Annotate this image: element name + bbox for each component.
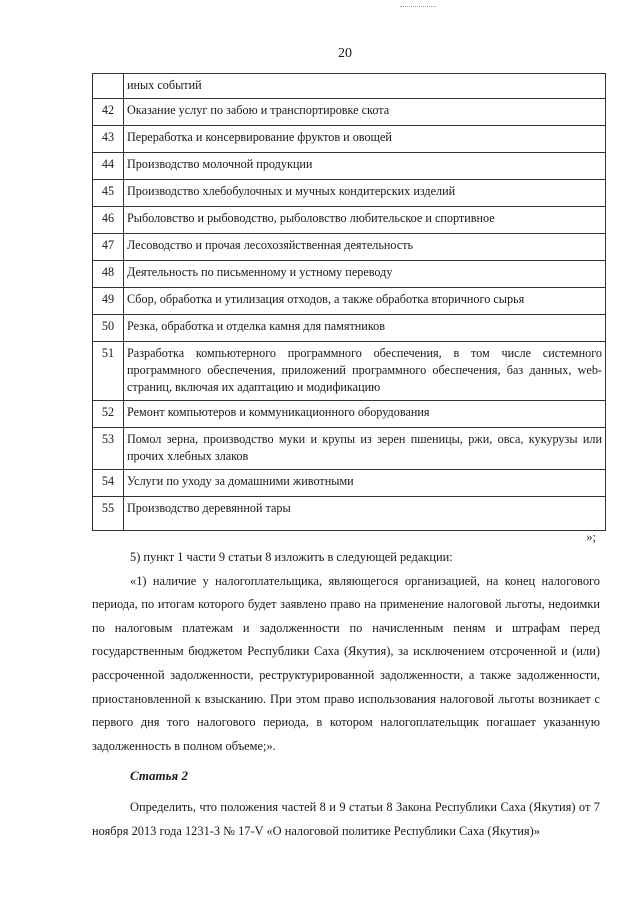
article-2-text (92, 795, 600, 843)
table-row (93, 207, 606, 234)
table-row (93, 74, 606, 99)
table-row (93, 99, 606, 126)
row-text: Производство молочной продукции (124, 153, 606, 180)
quoted-paragraph: «1) наличие у налогоплательщика, являющегося организацией, на конец налогового периода, по итогам которого будет заявлено право на применение налоговой льготы, недоимки по налоговым платежам и задолженности по начисленным пеням и штрафам перед государственным бюджетом Республики Саха (Якутия), за исключением отсроченной и (или) рассроченной задолженности, реструктурированной задолженности, а также задолженности, приостановленной к взысканию. При этом право использования налоговой льготы возникает с первого дня того налогового периода, в котором налогоплательщик погашает указанную задолженность в полном объеме;». (92, 573, 600, 753)
row-number: 51 (93, 342, 124, 401)
closing-quote: »; (586, 530, 596, 544)
row-text: Производство деревянной тары (124, 497, 606, 531)
row-number: 54 (93, 470, 124, 497)
table-row (93, 470, 606, 497)
article-heading: Статья 2 (130, 768, 188, 783)
item-5-paragraph: 5) пункт 1 части 9 статьи 8 изложить в следующей редакции: (130, 550, 453, 564)
row-number: 49 (93, 288, 124, 315)
table-row (93, 126, 606, 153)
table-row (93, 288, 606, 315)
article-2-paragraph: Определить, что положения частей 8 и 9 статьи 8 Закона Республики Саха (Якутия) от 7 ноября 2013 года 1231-З № 17-V «О налоговой политике Республики Саха (Якутия)» (92, 800, 600, 838)
table-row (93, 234, 606, 261)
row-number: 42 (93, 99, 124, 126)
row-number: 52 (93, 401, 124, 428)
table-row (93, 497, 606, 531)
row-number: 47 (93, 234, 124, 261)
row-text: Сбор, обработка и утилизация отходов, а также обработка вторичного сырья (124, 288, 606, 315)
row-number: 45 (93, 180, 124, 207)
row-number: 48 (93, 261, 124, 288)
row-number: 46 (93, 207, 124, 234)
row-number: 44 (93, 153, 124, 180)
row-number: 53 (93, 428, 124, 470)
table-row (93, 180, 606, 207)
row-text: Деятельность по письменному и устному переводу (124, 261, 606, 288)
row-number: 50 (93, 315, 124, 342)
row-text: Лесоводство и прочая лесохозяйственная деятельность (124, 234, 606, 261)
table-row (93, 153, 606, 180)
row-text: Разработка компьютерного программного обеспечения, в том числе системного программного обеспечения, приложений программного обеспечения, баз данных, web-страниц, включая их адаптацию и модификацию (124, 342, 606, 401)
page-number: 20 (338, 46, 352, 61)
activities-table (92, 73, 606, 531)
table-row (93, 342, 606, 401)
row-number (93, 74, 124, 99)
table-row (93, 261, 606, 288)
row-number: 43 (93, 126, 124, 153)
row-text: Производство хлебобулочных и мучных кондитерских изделий (124, 180, 606, 207)
table-row (93, 315, 606, 342)
row-text: Резка, обработка и отделка камня для памятников (124, 315, 606, 342)
row-text: Рыболовство и рыбоводство, рыболовство любительское и спортивное (124, 207, 606, 234)
row-text: иных событий (124, 74, 606, 99)
table-row (93, 428, 606, 470)
row-text: Переработка и консервирование фруктов и овощей (124, 126, 606, 153)
row-text: Ремонт компьютеров и коммуникационного оборудования (124, 401, 606, 428)
row-text: Помол зерна, производство муки и крупы из зерен пшеницы, ржи, овса, кукурузы или прочих хлебных злаков (124, 428, 606, 470)
amendment-text (92, 546, 600, 758)
table-row (93, 401, 606, 428)
row-text: Услуги по уходу за домашними животными (124, 470, 606, 497)
scan-artifact (400, 6, 436, 9)
row-number: 55 (93, 497, 124, 531)
row-text: Оказание услуг по забою и транспортировке скота (124, 99, 606, 126)
